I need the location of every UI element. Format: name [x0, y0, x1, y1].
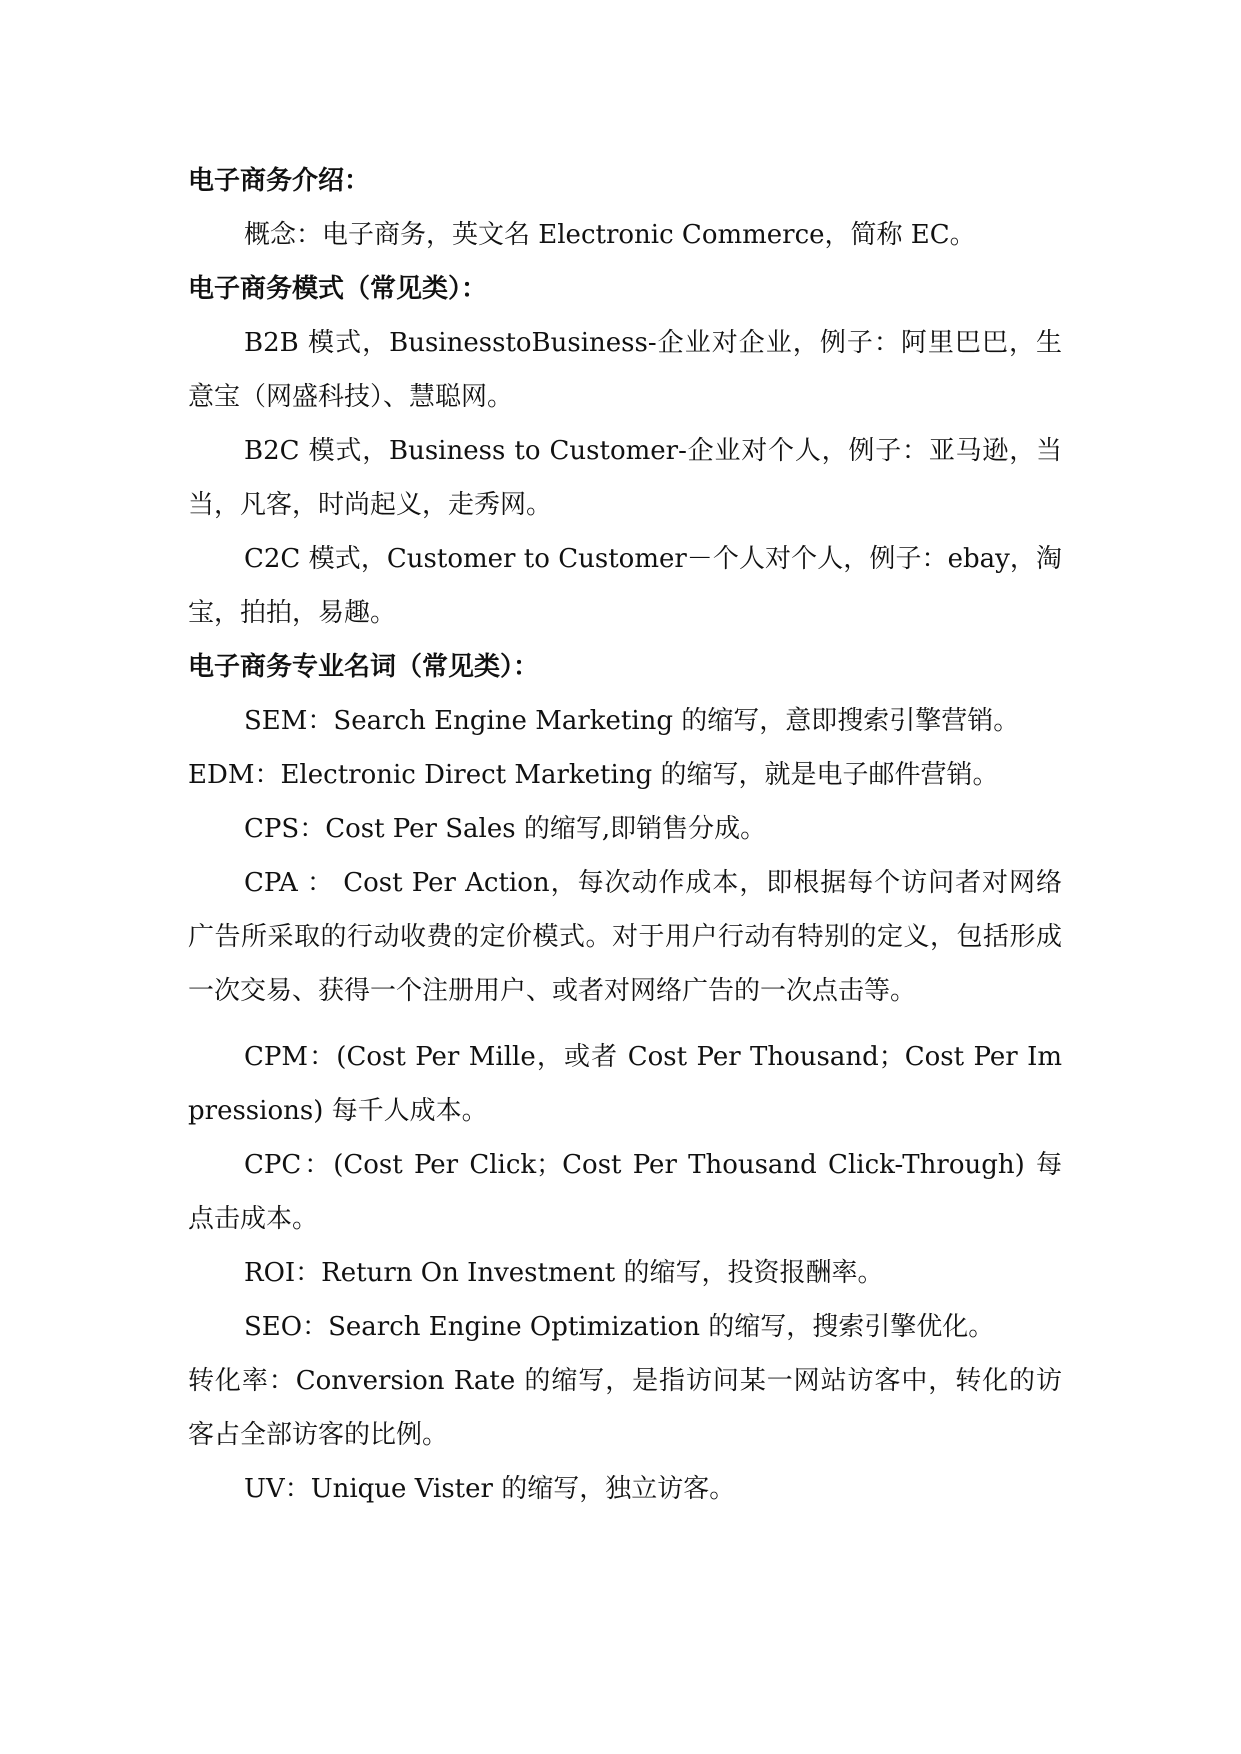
seo-paragraph: SEO：Search Engine Optimization 的缩写，搜索引擎优化。 — [244, 1312, 995, 1342]
cpm-paragraph: CPM：(Cost Per Mille，或者 Cost Per Thousand；Cost Per Impressions) 每千人成本。 — [188, 1042, 1062, 1126]
b2c-paragraph: B2C 模式，Business to Customer-企业对个人，例子：亚马逊，当当，凡客，时尚起义，走秀网。 — [188, 436, 1062, 520]
sem-paragraph: SEM：Search Engine Marketing 的缩写，意即搜索引擎营销。 — [244, 706, 1020, 736]
roi-paragraph: ROI：Return On Investment 的缩写，投资报酬率。 — [244, 1258, 884, 1288]
conversion-rate-paragraph: 转化率：Conversion Rate 的缩写，是指访问某一网站访客中，转化的访客占全部访客的比例。 — [188, 1366, 1062, 1450]
b2b-paragraph: B2B 模式，BusinesstoBusiness-企业对企业，例子：阿里巴巴，生意宝（网盛科技）、慧聪网。 — [188, 328, 1062, 412]
cps-paragraph: CPS：Cost Per Sales 的缩写,即销售分成。 — [244, 814, 767, 844]
concept-paragraph: 概念：电子商务，英文名 Electronic Commerce，简称 EC。 — [244, 220, 976, 250]
cpc-paragraph: CPC：(Cost Per Click；Cost Per Thousand Click-Through) 每点击成本。 — [188, 1150, 1062, 1234]
terms-heading: 电子商务专业名词（常见类）： — [188, 652, 540, 682]
edm-paragraph: EDM：Electronic Direct Marketing 的缩写，就是电子邮件营销。 — [188, 760, 999, 790]
modes-heading: 电子商务模式（常见类）： — [188, 274, 488, 304]
cpa-paragraph: CPA ： Cost Per Action，每次动作成本，即根据每个访问者对网络广告所采取的行动收费的定价模式。对于用户行动有特别的定义，包括形成一次交易、获得一个注册用户、或者对网络广告的一次点击等。 — [188, 868, 1062, 1006]
uv-paragraph: UV：Unique Vister 的缩写，独立访客。 — [244, 1474, 736, 1504]
c2c-paragraph: C2C 模式，Customer to Customer－个人对个人，例子：ebay，淘宝，拍拍，易趣。 — [188, 544, 1062, 628]
document-body — [188, 154, 1062, 1516]
intro-heading: 电子商务介绍： — [188, 166, 371, 196]
